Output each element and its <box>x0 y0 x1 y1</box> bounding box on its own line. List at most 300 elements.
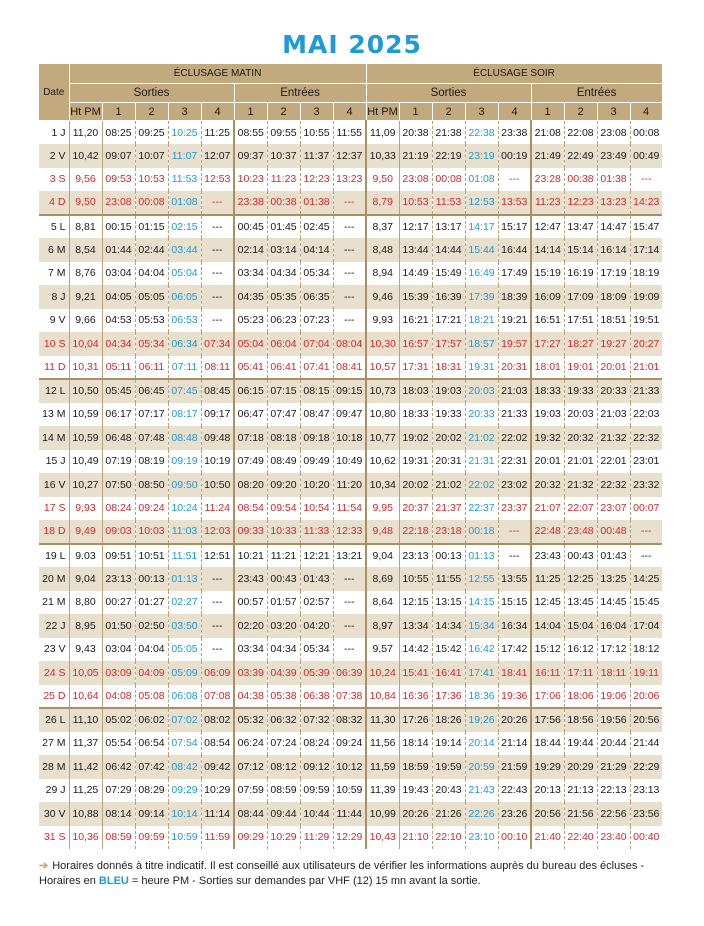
time-cell: 07:32 <box>300 708 333 732</box>
time-cell: 21:33 <box>630 379 662 403</box>
time-cell: 20:59 <box>465 755 498 779</box>
date-cell: 12 L <box>39 379 69 403</box>
time-cell: 20:02 <box>399 473 432 497</box>
table-row <box>39 685 662 709</box>
time-cell: 10:54 <box>300 497 333 521</box>
col-number: 1 <box>102 103 135 121</box>
time-cell: 12:51 <box>201 544 234 568</box>
time-cell: 21:44 <box>633 737 660 750</box>
height-cell: 10,77 <box>366 426 399 450</box>
time-cell: 18:57 <box>465 332 498 356</box>
evening-lock-header: ÉCLUSAGE SOIR <box>366 64 662 84</box>
height-cell: 10,84 <box>366 685 399 709</box>
time-cell: 21:02 <box>432 473 465 497</box>
time-cell: 05:32 <box>234 708 267 732</box>
time-cell: 09:29 <box>168 779 201 803</box>
height-cell: 10,62 <box>366 450 399 474</box>
time-cell: 20:02 <box>432 426 465 450</box>
time-cell: 11:55 <box>432 567 465 591</box>
col-number: 3 <box>465 103 498 121</box>
time-cell: 23:10 <box>465 826 498 850</box>
time-cell: 13:45 <box>564 591 597 615</box>
time-cell: 12:23 <box>300 168 333 192</box>
time-cell: 09:59 <box>300 779 333 803</box>
time-cell: 02:57 <box>300 591 333 615</box>
time-cell: 08:50 <box>135 473 168 497</box>
time-cell: 07:49 <box>234 450 267 474</box>
time-cell: 21:07 <box>531 497 564 521</box>
time-cell: 07:12 <box>234 755 267 779</box>
time-cell: 16:44 <box>498 238 531 262</box>
time-cell: 10:33 <box>267 520 300 544</box>
time-cell: 00:38 <box>564 168 597 192</box>
time-cell: 17:39 <box>465 285 498 309</box>
time-cell: 20:26 <box>399 802 432 826</box>
date-cell: 19 L <box>39 544 69 568</box>
time-cell: 07:08 <box>201 685 234 709</box>
time-cell: --- <box>201 262 234 286</box>
time-cell: 06:47 <box>234 403 267 427</box>
time-cell: 01:57 <box>267 591 300 615</box>
time-cell: 11:03 <box>168 520 201 544</box>
time-cell: 23:43 <box>531 544 564 568</box>
time-cell: 22:18 <box>399 520 432 544</box>
time-cell: 06:05 <box>168 285 201 309</box>
time-cell: --- <box>498 520 531 544</box>
time-cell: 16:51 <box>531 309 564 333</box>
time-cell: 08:29 <box>135 779 168 803</box>
time-cell: 14:45 <box>597 591 630 615</box>
time-cell: 10:59 <box>333 779 366 803</box>
time-cell: 06:45 <box>135 379 168 403</box>
time-cell: 10:24 <box>168 497 201 521</box>
time-cell: 18:21 <box>465 309 498 333</box>
time-cell: 08:55 <box>234 121 267 145</box>
time-cell: 14:04 <box>531 614 564 638</box>
date-cell: 26 L <box>39 708 69 732</box>
time-cell: 22:01 <box>597 450 630 474</box>
time-cell: 20:01 <box>597 356 630 380</box>
time-cell: 22:37 <box>465 497 498 521</box>
col-number: 4 <box>498 103 531 121</box>
table-row <box>39 191 662 215</box>
time-cell: 08:45 <box>201 379 234 403</box>
time-cell: 07:02 <box>168 708 201 732</box>
time-cell: 06:53 <box>168 309 201 333</box>
time-cell: 07:50 <box>102 473 135 497</box>
time-cell: --- <box>333 238 366 262</box>
time-cell: 12:45 <box>531 591 564 615</box>
date-header: Date <box>39 64 69 121</box>
time-cell: 07:54 <box>168 732 201 756</box>
height-cell: 9,66 <box>69 309 102 333</box>
height-cell: 8,95 <box>69 614 102 638</box>
morning-lock-header: ÉCLUSAGE MATIN <box>69 64 366 84</box>
date-cell: 21 M <box>39 591 69 615</box>
time-cell: 10:03 <box>135 520 168 544</box>
time-cell: 06:42 <box>102 755 135 779</box>
col-number: 4 <box>333 103 366 121</box>
time-cell: --- <box>333 215 366 239</box>
time-cell: 01:15 <box>135 215 168 239</box>
time-cell: 06:15 <box>234 379 267 403</box>
time-cell: 06:39 <box>333 661 366 685</box>
time-cell: 11:53 <box>432 191 465 215</box>
date-cell: 9 V <box>39 309 69 333</box>
time-cell: 07:41 <box>300 356 333 380</box>
table-row <box>39 567 662 591</box>
time-cell: 11:54 <box>333 497 366 521</box>
time-cell: 17:57 <box>432 332 465 356</box>
table-row <box>39 826 662 850</box>
time-cell: 08:20 <box>234 473 267 497</box>
time-cell: 09:37 <box>234 144 267 168</box>
date-cell: 27 M <box>39 732 69 756</box>
time-cell: 20:26 <box>498 708 531 732</box>
time-cell: 11:59 <box>201 826 234 850</box>
time-cell: 15:19 <box>531 262 564 286</box>
time-cell: 12:37 <box>333 144 366 168</box>
time-cell: 22:26 <box>465 802 498 826</box>
time-cell: 01:43 <box>597 544 630 568</box>
time-cell: 08:54 <box>234 497 267 521</box>
time-cell: 14:14 <box>531 238 564 262</box>
time-cell: 00:13 <box>135 567 168 591</box>
time-cell: 08:44 <box>234 802 267 826</box>
height-cell: 9,57 <box>366 638 399 662</box>
time-cell: 08:54 <box>201 732 234 756</box>
time-cell: 11:21 <box>267 544 300 568</box>
time-cell: 16:14 <box>597 238 630 262</box>
time-cell: 17:36 <box>432 685 465 709</box>
time-cell: 23:01 <box>633 455 660 468</box>
time-cell: 23:32 <box>630 473 662 497</box>
time-cell: 05:34 <box>300 638 333 662</box>
time-cell: 17:19 <box>597 262 630 286</box>
time-cell: --- <box>201 614 234 638</box>
time-cell: 19:31 <box>465 356 498 380</box>
time-cell: 11:07 <box>168 144 201 168</box>
time-cell: 18:44 <box>531 732 564 756</box>
height-cell: 10,04 <box>69 332 102 356</box>
time-cell: 23:08 <box>102 191 135 215</box>
time-cell: 07:38 <box>333 685 366 709</box>
height-cell: 10,59 <box>69 403 102 427</box>
date-cell: 8 J <box>39 285 69 309</box>
time-cell: 23:49 <box>597 144 630 168</box>
time-cell: 21:03 <box>498 379 531 403</box>
time-cell: 04:14 <box>300 238 333 262</box>
table-row <box>39 426 662 450</box>
time-cell: 15:17 <box>498 215 531 239</box>
time-cell: 06:24 <box>234 732 267 756</box>
time-cell: 18:27 <box>564 332 597 356</box>
col-number: 1 <box>399 103 432 121</box>
time-cell: 23:40 <box>597 826 630 850</box>
col-number: 3 <box>300 103 333 121</box>
time-cell: 20:32 <box>531 473 564 497</box>
height-cell: 10,73 <box>366 379 399 403</box>
time-cell: 18:41 <box>498 661 531 685</box>
time-cell: 03:39 <box>234 661 267 685</box>
time-cell: 21:59 <box>498 755 531 779</box>
time-cell: 07:47 <box>267 403 300 427</box>
time-cell: 19:26 <box>465 708 498 732</box>
height-cell: 9,04 <box>69 567 102 591</box>
time-cell: 14:49 <box>399 262 432 286</box>
date-cell: 29 J <box>39 779 69 803</box>
time-cell: 09:18 <box>300 426 333 450</box>
time-cell: 17:31 <box>399 356 432 380</box>
time-cell: 19:44 <box>564 732 597 756</box>
date-cell: 7 M <box>39 262 69 286</box>
table-row <box>39 779 662 803</box>
schedule-body <box>39 121 662 850</box>
time-cell: --- <box>201 215 234 239</box>
time-cell: 10:12 <box>333 755 366 779</box>
time-cell: 05:05 <box>135 285 168 309</box>
time-cell: 12:33 <box>333 520 366 544</box>
time-cell: 17:21 <box>432 309 465 333</box>
time-cell: 19:03 <box>531 403 564 427</box>
height-cell: 10,99 <box>366 802 399 826</box>
time-cell: 21:10 <box>399 826 432 850</box>
time-cell: 09:49 <box>300 450 333 474</box>
time-cell: 00:13 <box>432 544 465 568</box>
date-cell: 11 D <box>39 356 69 380</box>
table-row <box>39 332 662 356</box>
date-cell: 3 S <box>39 168 69 192</box>
time-cell: 10:19 <box>201 450 234 474</box>
time-cell: 13:47 <box>564 215 597 239</box>
time-cell: 15:14 <box>564 238 597 262</box>
time-cell: 00:48 <box>597 520 630 544</box>
time-cell: 09:17 <box>201 403 234 427</box>
time-cell: 20:06 <box>633 689 660 702</box>
time-cell: 04:04 <box>135 262 168 286</box>
height-cell: 11,20 <box>69 121 102 145</box>
table-row <box>39 450 662 474</box>
time-cell: 23:38 <box>234 191 267 215</box>
time-cell: 17:27 <box>531 332 564 356</box>
height-cell: 8,48 <box>366 238 399 262</box>
time-cell: 06:35 <box>300 285 333 309</box>
time-cell: 20:38 <box>399 121 432 145</box>
time-cell: 09:33 <box>234 520 267 544</box>
table-row <box>39 262 662 286</box>
height-cell: 10,31 <box>69 356 102 380</box>
time-cell: 21:02 <box>465 426 498 450</box>
time-cell: 07:19 <box>102 450 135 474</box>
time-cell: 23:07 <box>597 497 630 521</box>
time-cell: 09:55 <box>267 121 300 145</box>
date-cell: 15 J <box>39 450 69 474</box>
time-cell: 21:01 <box>564 450 597 474</box>
time-cell: 05:54 <box>102 732 135 756</box>
date-cell: 30 V <box>39 802 69 826</box>
time-cell: 19:01 <box>564 356 597 380</box>
time-cell: 21:32 <box>597 426 630 450</box>
time-cell: 18:01 <box>531 356 564 380</box>
date-cell: 20 M <box>39 567 69 591</box>
time-cell: 16:04 <box>597 614 630 638</box>
time-cell: 17:06 <box>531 685 564 709</box>
time-cell: 14:17 <box>465 215 498 239</box>
time-cell: 20:03 <box>465 379 498 403</box>
time-cell: 09:29 <box>234 826 267 850</box>
table-row <box>39 520 662 544</box>
time-cell: 19:33 <box>432 403 465 427</box>
date-cell: 22 J <box>39 614 69 638</box>
time-cell: 04:08 <box>102 685 135 709</box>
time-cell: 08:41 <box>333 356 366 380</box>
time-cell: 14:15 <box>465 591 498 615</box>
time-cell: 09:25 <box>135 121 168 145</box>
table-row <box>39 732 662 756</box>
time-cell: 09:07 <box>102 144 135 168</box>
time-cell: 19:21 <box>498 309 531 333</box>
time-cell: 22:31 <box>498 450 531 474</box>
time-cell: 08:17 <box>168 403 201 427</box>
time-cell: 15:44 <box>465 238 498 262</box>
morning-height-header: Ht PM <box>69 103 102 121</box>
evening-exits-header: Sorties <box>366 84 531 103</box>
time-cell: --- <box>630 544 662 568</box>
time-cell: 02:14 <box>234 238 267 262</box>
time-cell: 07:23 <box>300 309 333 333</box>
time-cell: 00:19 <box>498 144 531 168</box>
col-number: 2 <box>135 103 168 121</box>
time-cell: 00:43 <box>564 544 597 568</box>
time-cell: 20:31 <box>498 356 531 380</box>
height-cell: 10,88 <box>69 802 102 826</box>
height-cell: 8,64 <box>366 591 399 615</box>
time-cell: 04:09 <box>135 661 168 685</box>
time-cell: 09:19 <box>168 450 201 474</box>
time-cell: 13:17 <box>432 215 465 239</box>
table-row <box>39 614 662 638</box>
time-cell: 00:08 <box>633 126 660 139</box>
time-cell: --- <box>333 262 366 286</box>
height-cell: 8,76 <box>69 262 102 286</box>
footnote <box>39 859 664 889</box>
time-cell: 17:51 <box>564 309 597 333</box>
time-cell: 11:53 <box>168 168 201 192</box>
table-row <box>39 356 662 380</box>
time-cell: 05:05 <box>168 638 201 662</box>
time-cell: 23:48 <box>564 520 597 544</box>
time-cell: 06:11 <box>135 356 168 380</box>
table-row <box>39 473 662 497</box>
arrow-icon: ➔ <box>39 860 49 872</box>
time-cell: 03:04 <box>102 262 135 286</box>
time-cell: 08:59 <box>102 826 135 850</box>
time-cell: 16:57 <box>399 332 432 356</box>
height-cell: 8,81 <box>69 215 102 239</box>
time-cell: 01:50 <box>102 614 135 638</box>
time-cell: 20:29 <box>564 755 597 779</box>
time-cell: 22:40 <box>564 826 597 850</box>
time-cell: --- <box>641 173 652 186</box>
time-cell: 04:35 <box>234 285 267 309</box>
table-row <box>39 755 662 779</box>
time-cell: 06:17 <box>102 403 135 427</box>
time-cell: 23:19 <box>465 144 498 168</box>
time-cell: 16:12 <box>564 638 597 662</box>
table-row <box>39 379 662 403</box>
time-cell: 23:08 <box>597 121 630 145</box>
time-cell: 09:51 <box>102 544 135 568</box>
time-cell: 13:44 <box>399 238 432 262</box>
time-cell: 08:24 <box>102 497 135 521</box>
time-cell: 11:29 <box>300 826 333 850</box>
time-cell: 19:33 <box>564 379 597 403</box>
height-cell: 10,33 <box>366 144 399 168</box>
evening-entries-header: Entrées <box>531 84 662 103</box>
time-cell: 11:55 <box>333 121 366 145</box>
time-cell: 15:15 <box>498 591 531 615</box>
time-cell: 01:45 <box>267 215 300 239</box>
time-cell: 02:15 <box>168 215 201 239</box>
time-cell: 13:15 <box>432 591 465 615</box>
time-cell: 16:34 <box>498 614 531 638</box>
table-row <box>39 215 662 239</box>
time-cell: 09:47 <box>333 403 366 427</box>
height-cell: 10,42 <box>69 144 102 168</box>
time-cell: --- <box>201 309 234 333</box>
time-cell: 16:41 <box>432 661 465 685</box>
time-cell: 06:48 <box>102 426 135 450</box>
time-cell: 20:32 <box>564 426 597 450</box>
date-cell: 31 S <box>39 826 69 850</box>
time-cell: 08:48 <box>168 426 201 450</box>
time-cell: 13:53 <box>498 191 531 215</box>
time-cell: 22:43 <box>498 779 531 803</box>
time-cell: 05:34 <box>300 262 333 286</box>
time-cell: 16:36 <box>399 685 432 709</box>
date-cell: 28 M <box>39 755 69 779</box>
time-cell: 08:12 <box>267 755 300 779</box>
height-cell: 10,24 <box>366 661 399 685</box>
time-cell: 22:13 <box>597 779 630 803</box>
time-cell: 05:23 <box>234 309 267 333</box>
time-cell: 03:04 <box>102 638 135 662</box>
height-cell: 11,09 <box>366 121 399 145</box>
time-cell: 08:42 <box>168 755 201 779</box>
time-cell: 18:26 <box>432 708 465 732</box>
time-cell: 18:56 <box>564 708 597 732</box>
time-cell: 19:09 <box>630 285 662 309</box>
time-cell: 15:49 <box>432 262 465 286</box>
time-cell: 02:27 <box>168 591 201 615</box>
time-cell: 09:15 <box>333 379 366 403</box>
time-cell: 19:29 <box>531 755 564 779</box>
time-cell: 09:03 <box>102 520 135 544</box>
time-cell: 18:39 <box>498 285 531 309</box>
time-cell: 06:34 <box>168 332 201 356</box>
time-cell: 16:09 <box>531 285 564 309</box>
time-cell: 21:56 <box>564 802 597 826</box>
time-cell: 17:04 <box>630 614 662 638</box>
time-cell: 00:08 <box>432 168 465 192</box>
time-cell: 07:29 <box>102 779 135 803</box>
height-cell: 11,56 <box>366 732 399 756</box>
time-cell: 07:18 <box>234 426 267 450</box>
table-row <box>39 638 662 662</box>
col-number: 2 <box>432 103 465 121</box>
time-cell: 06:38 <box>300 685 333 709</box>
time-cell: 02:50 <box>135 614 168 638</box>
